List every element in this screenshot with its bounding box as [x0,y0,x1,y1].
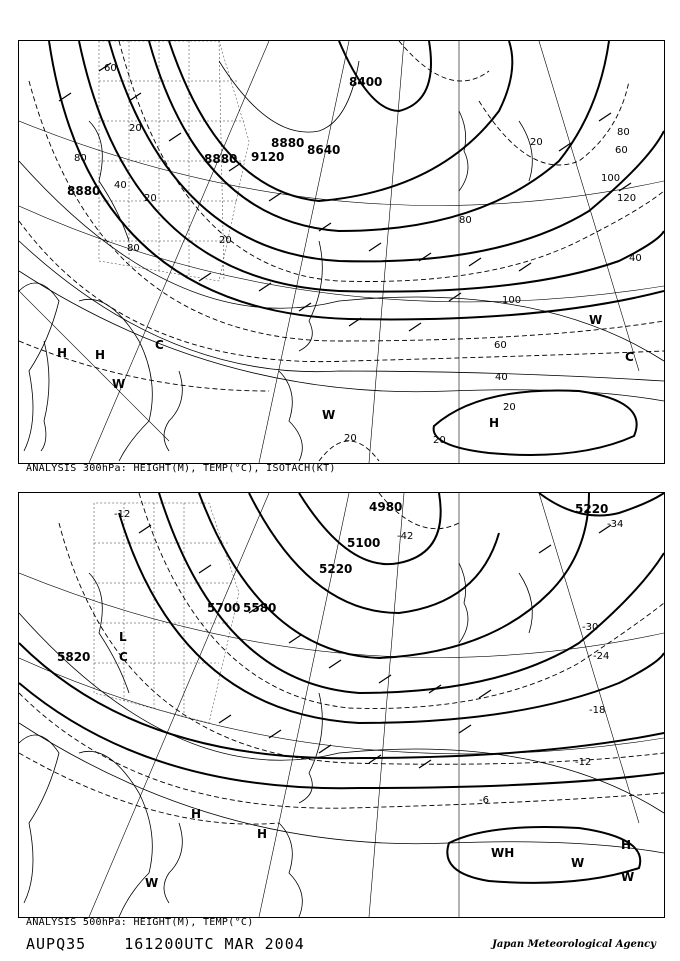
isotach-label: 80 [617,127,630,138]
isotach-label: 20 [129,123,142,134]
height-contours-500 [19,493,664,883]
high-center-label: H [621,838,632,852]
isotach-label: 20 [219,235,232,246]
height-label: 8880 [67,184,101,198]
temperature-label: -12 [575,757,592,768]
warm-center-label: W [571,856,585,870]
panel-300-caption: ANALYSIS 300hPa: HEIGHT(M), TEMP(°C), ISOTACH(KT) [26,463,336,474]
panel-500-caption: ANALYSIS 500hPa: HEIGHT(M), TEMP(°C) [26,917,254,928]
height-contours-300 [49,41,664,455]
height-labels-500 [57,500,608,664]
isotach-label: 100 [601,173,621,184]
cold-center-label: C [119,650,128,664]
temperature-label: -6 [479,795,489,806]
isotach-label: 40 [114,180,127,191]
map-panel-500hpa [18,492,665,918]
isotach-label: 60 [104,63,117,74]
isotach-label: 40 [495,372,508,383]
map-panel-300hpa [18,40,665,464]
height-label: 5100 [347,536,381,550]
temperature-label: -18 [589,705,606,716]
map-300hpa-svg [19,41,664,463]
cold-center-label: C [155,338,164,352]
isotach-label: 40 [629,253,642,264]
high-center-label: H [57,346,68,360]
isotach-label: 80 [127,243,140,254]
low-center-label: L [119,630,127,644]
valid-time: 161200UTC MAR 2004 [124,935,305,953]
warm-center-label: W [589,313,603,327]
isotach-contours-300 [19,41,664,461]
high-center-label: H [257,827,268,841]
isotach-label: 120 [617,193,637,204]
wind-barbs-500 [139,525,611,768]
warm-center-label: W [112,377,126,391]
height-label: 9120 [251,150,285,164]
pressure-centers-500 [119,630,634,890]
cold-center-label: C [625,350,634,364]
height-label: 8400 [349,75,383,89]
high-center-label: H [191,807,202,821]
height-label: 8880 [271,136,305,150]
map-500hpa-svg [19,493,664,917]
temperature-label: -34 [607,519,624,530]
height-label: 5220 [319,562,353,576]
warm-center-label: W [621,870,635,884]
isotach-label: 60 [615,145,628,156]
isotach-label: 100 [502,295,522,306]
high-center-label: H [95,348,106,362]
warm-center-label: W [145,876,159,890]
isotach-label: 20 [530,137,543,148]
isotach-label: 20 [433,435,446,446]
isotach-label: 20 [344,433,357,444]
height-label: 8880 [204,152,238,166]
agency-name: Japan Meteorological Agency [492,939,656,950]
isotach-label: 20 [144,193,157,204]
isotach-label: 80 [459,215,472,226]
warm-center-label: W [322,408,336,422]
height-label: 5580 [243,601,277,615]
isotach-label: 60 [494,340,507,351]
latlon-grid-500 [19,493,664,917]
warm-high-center-label: WH [491,846,515,860]
temperature-contours-500 [19,493,664,824]
chart-code: AUPQ35 [26,935,87,953]
height-label: 5820 [57,650,91,664]
isotach-label: 20 [503,402,516,413]
temperature-label: -30 [582,622,599,633]
pressure-centers-300 [57,313,634,430]
height-label: 5220 [575,502,609,516]
temperature-label: -24 [593,651,610,662]
height-label: 8640 [307,143,341,157]
height-label: 5700 [207,601,241,615]
high-center-label: H [489,416,500,430]
isotach-label: 80 [74,153,87,164]
temperature-label: -42 [397,531,414,542]
height-label: 4980 [369,500,403,514]
chart-identifier [26,935,333,953]
temperature-label: -12 [114,509,131,520]
